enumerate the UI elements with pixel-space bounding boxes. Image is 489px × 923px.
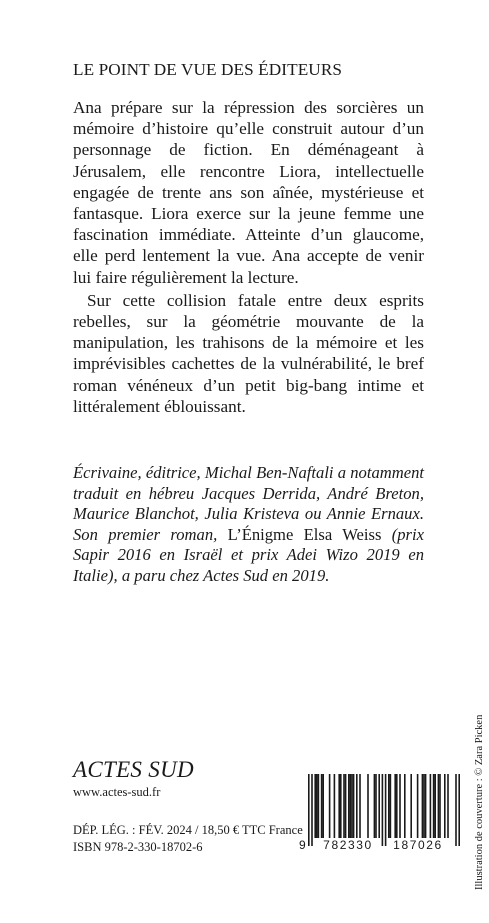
barcode-bar (318, 774, 320, 838)
barcode-bar (423, 774, 425, 838)
author-bio-text (73, 463, 424, 587)
barcode-bar (447, 774, 449, 838)
barcode-bar (399, 774, 401, 838)
barcode-bar (410, 774, 412, 838)
barcode-bar (388, 774, 390, 838)
barcode-bar (390, 774, 392, 838)
barcode-bar (433, 774, 435, 838)
barcode-guard-bar (458, 774, 460, 846)
barcode-guard-bar (455, 774, 457, 846)
barcode-bar (444, 774, 446, 838)
barcode-bar (396, 774, 398, 838)
cover-credit-text: Illustration de couverture : © Zara Picken (474, 714, 485, 890)
barcode-bar (334, 774, 336, 838)
barcode-bar (434, 774, 436, 838)
barcode-bar (329, 774, 331, 838)
barcode-bar (322, 774, 324, 838)
barcode-guard-bar (382, 774, 384, 846)
bio-book-title: L’Énigme Elsa Weiss (217, 524, 392, 544)
legal-info (73, 822, 303, 856)
barcode-bar (316, 774, 318, 838)
barcode-digits-left: 782330 (323, 838, 373, 852)
barcode-bar (422, 774, 424, 838)
barcode-bar (375, 774, 377, 838)
barcode-bar (314, 774, 316, 838)
bio-part-2: (prix Sapir 2016 en Israël et prix Adei Wizo 2019 en Italie), a paru chez Actes Sud en 2019. (73, 524, 424, 585)
barcode-guard-bar (311, 774, 313, 846)
barcode-bar (425, 774, 427, 838)
barcode-bar (430, 774, 432, 838)
barcode-guard-bar (385, 774, 387, 846)
author-bio (73, 463, 424, 587)
barcode (296, 772, 466, 852)
barcode-digit-first: 9 (299, 838, 306, 852)
legal-deposit: DÉP. LÉG. : FÉV. 2024 / 18,50 € TTC France (73, 823, 303, 837)
barcode-bar (340, 774, 342, 838)
barcode-bar (351, 774, 353, 838)
isbn: ISBN 978-2-330-18702-6 (73, 840, 203, 854)
barcode-bar (417, 774, 419, 838)
barcode-digits-right: 187026 (393, 838, 443, 852)
cover-credit (462, 650, 485, 890)
synopsis (73, 97, 424, 417)
barcode-bar (345, 774, 347, 838)
barcode-bar (350, 774, 352, 838)
barcode-bar (394, 774, 396, 838)
barcode-guard-bar (308, 774, 310, 846)
barcode-bar (438, 774, 440, 838)
publisher-logo: ACTES SUD (73, 757, 194, 782)
synopsis-paragraph-1: Ana prépare sur la répression des sorcières un mémoire d’histoire qu’elle construit autour d’un personnage de fiction. En déménageant à Jérusalem, elle rencontre Liora, intellectuelle engagée de trente ans son aînée, mystérieuse et fantasque. Liora exerce sur la jeune femme une fascination immédiate. Atteinte d’un glaucome, elle perd lentement la vue. Ana accepte de venir lui faire régulièrement la lecture. (73, 98, 424, 287)
barcode-bar (321, 774, 323, 838)
barcode-bar (356, 774, 358, 838)
barcode-bar (343, 774, 345, 838)
synopsis-paragraph-2: Sur cette collision fatale entre deux esprits rebelles, sur la géométrie mouvante de la manipulation, les trahisons de la mémoire et les imprévisibles cachettes de la vulnérabilité, le bref roman vénéneux d’un petit big-bang intime et littéralement éblouissant. (73, 290, 424, 416)
barcode-graphic (296, 772, 466, 852)
barcode-bar (353, 774, 355, 838)
barcode-bar (374, 774, 376, 838)
publisher-website[interactable]: www.actes-sud.fr (73, 785, 161, 799)
barcode-bar (378, 774, 380, 838)
barcode-bar (439, 774, 441, 838)
section-heading: LE POINT DE VUE DES ÉDITEURS (73, 60, 343, 79)
barcode-bar (367, 774, 369, 838)
bio-part-1: Écrivaine, éditrice, Michal Ben-Naftali a notamment traduit en hébreu Jacques Derrida, André Breton, Maurice Blanchot, Julia Kristeva ou Annie Ernaux. Son premier roman, (73, 463, 424, 544)
barcode-bar (338, 774, 340, 838)
barcode-bar (359, 774, 361, 838)
barcode-bar (348, 774, 350, 838)
barcode-bar (404, 774, 406, 838)
